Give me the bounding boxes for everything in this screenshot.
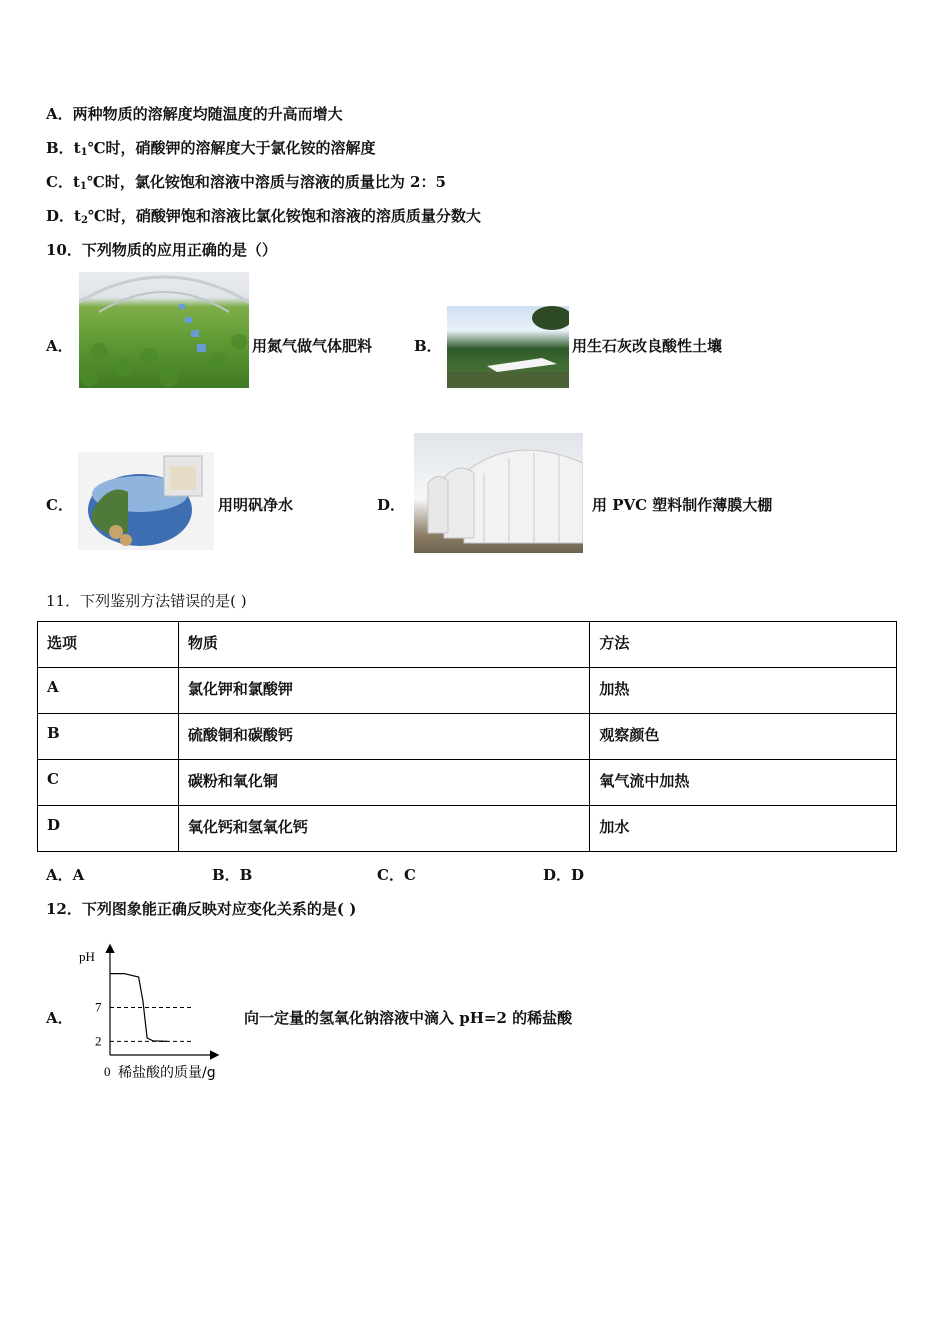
q10-c-text: 用明矾净水	[218, 496, 294, 514]
q11-answer-a: A．A	[46, 866, 85, 884]
y-axis-label: pH	[79, 949, 95, 964]
q10-d-label: D．	[377, 496, 406, 514]
table-row	[38, 806, 897, 852]
x-axis-label: 稀盐酸的质量/g	[118, 1065, 216, 1081]
row-option: C	[38, 760, 179, 806]
table-row	[38, 668, 897, 714]
q12-a-label: A．	[46, 1009, 73, 1027]
q10-c-label: C．	[46, 496, 73, 514]
plastic-film-greenhouse-photo	[414, 433, 583, 553]
q12-a-text: 向一定量的氢氧化钠溶液中滴入 pH=2 的稀盐酸	[244, 1009, 573, 1027]
q11-answer-c: C．C	[377, 866, 416, 884]
q11-answer-d: D．D	[543, 866, 585, 884]
greenhouse-vegetables-photo	[79, 272, 249, 388]
row-option: D	[38, 806, 179, 852]
table-header-row	[38, 622, 897, 668]
q11-table	[37, 621, 897, 852]
q11-answer-b: B．B	[212, 866, 253, 884]
q10-b-text: 用生石灰改良酸性土壤	[572, 337, 723, 355]
q9-option-c: C．$t_1℃$时，氯化铵饱和溶液中溶质与溶液的质量比为 2：5	[46, 173, 446, 192]
row-method: 观察颜色	[590, 714, 897, 760]
row-substance: 硫酸铜和碳酸钙	[178, 714, 590, 760]
q10-b-label: B．	[414, 337, 442, 355]
row-substance: 氧化钙和氢氧化钙	[178, 806, 590, 852]
q9-option-d: D．$t_2℃$时，硝酸钾饱和溶液比氯化铵饱和溶液的溶质质量分数大	[46, 207, 481, 226]
q9-option-b: B．$t_1℃$时，硝酸钾的溶解度大于氯化铵的溶解度	[46, 139, 376, 158]
q9-option-a: A．两种物质的溶解度均随温度的升高而增大	[46, 105, 343, 123]
ph-curve-chart	[74, 940, 244, 1085]
y-tick-2: 2	[95, 1033, 102, 1049]
header-option: 选项	[38, 622, 179, 668]
row-option: B	[38, 714, 179, 760]
q10-stem: 10．下列物质的应用正确的是（）	[46, 241, 277, 259]
table-row	[38, 760, 897, 806]
y-tick-7: 7	[95, 999, 102, 1015]
q10-d-text: 用 PVC 塑料制作薄膜大棚	[592, 496, 773, 514]
table-row	[38, 714, 897, 760]
field-lime-photo	[447, 306, 569, 388]
row-substance: 碳粉和氧化铜	[178, 760, 590, 806]
row-option: A	[38, 668, 179, 714]
q10-a-label: A．	[46, 337, 73, 355]
row-method: 加水	[590, 806, 897, 852]
row-substance: 氯化钾和氯酸钾	[178, 668, 590, 714]
origin-label: 0	[104, 1064, 111, 1079]
q11-stem: 11．下列鉴别方法错误的是( )	[46, 592, 247, 610]
row-method: 氧气流中加热	[590, 760, 897, 806]
header-substance: 物质	[178, 622, 590, 668]
row-method: 加热	[590, 668, 897, 714]
header-method: 方法	[590, 622, 897, 668]
q10-a-text: 用氮气做气体肥料	[252, 337, 373, 355]
q12-stem: 12．下列图象能正确反映对应变化关系的是( )	[46, 900, 357, 918]
alum-water-purification-photo	[78, 452, 214, 550]
